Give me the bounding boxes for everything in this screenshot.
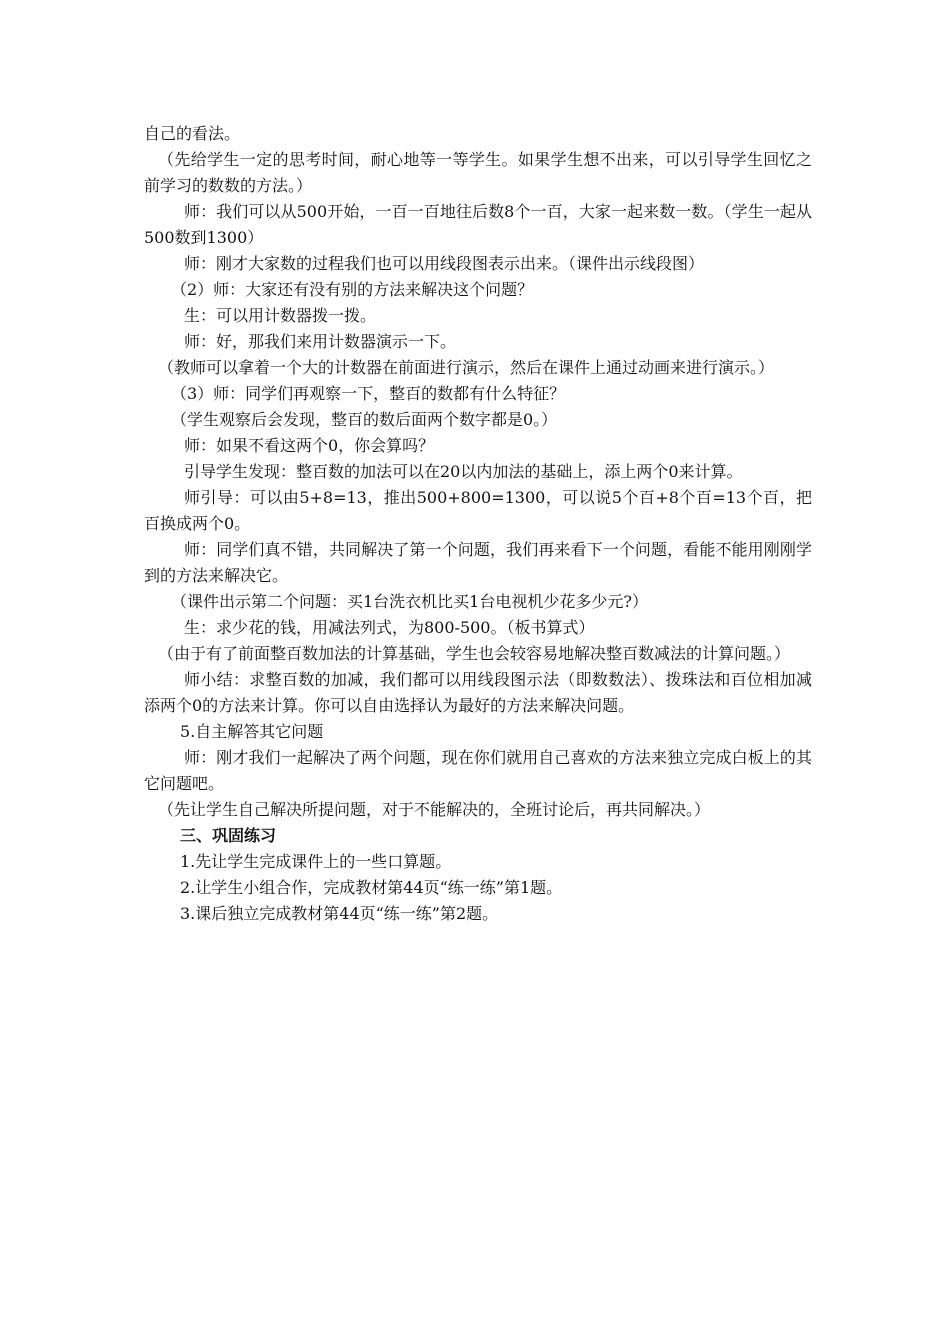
paragraph-student-subtraction: 生：求少花的钱，用减法列式，为800-500。（板书算式） — [184, 618, 595, 637]
paragraph-note-second-question: （课件出示第二个问题：买1台洗衣机比买1台电视机少花多少元?） — [171, 592, 648, 611]
paragraph-student-abacus: 生：可以用计数器拨一拨。 — [184, 306, 377, 325]
paragraph-note-observe: （学生观察后会发现，整百的数后面两个数字都是0。） — [171, 410, 558, 429]
paragraph-item-5: 5.自主解答其它问题 — [180, 722, 324, 741]
paragraph-teacher-count: 师：我们可以从500开始，一百一百地往后数8个一百，大家一起来数一数。（学生一起从500数到1300） — [144, 202, 812, 247]
practice-item-2: 2.让学生小组合作，完成教材第44页“练一练”第1题。 — [180, 878, 563, 897]
paragraph-note-subtraction: （由于有了前面整百数加法的计算基础，学生也会较容易地解决整百数减法的计算问题。） — [158, 644, 791, 663]
paragraph-continuation: 自己的看法。 — [144, 124, 241, 143]
practice-item-3: 3.课后独立完成教材第44页“练一练”第2题。 — [180, 904, 499, 923]
paragraph-question-2: （2）师：大家还有没有别的方法来解决这个问题？ — [171, 280, 534, 299]
paragraph-teacher-whiteboard: 师：刚才我们一起解决了两个问题，现在你们就用自己喜欢的方法来独立完成白板上的其它问题吧。 — [144, 748, 812, 793]
paragraph-note-solve: （先让学生自己解决所提问题，对于不能解决的，全班讨论后，再共同解决。） — [158, 800, 711, 819]
paragraph-teacher-next-question: 师：同学们真不错，共同解决了第一个问题，我们再来看下一个问题，看能不能用刚刚学到的方法来解决它。 — [144, 540, 812, 585]
document-page — [144, 121, 812, 927]
paragraph-note-thinking-time: （先给学生一定的思考时间，耐心地等一等学生。如果学生想不出来，可以引导学生回忆之前学习的数数的方法。） — [144, 150, 812, 195]
paragraph-teacher-guide: 师引导：可以由5+8=13，推出500+800=1300，可以说5个百+8个百=13个百，把百换成两个0。 — [144, 488, 812, 533]
practice-item-1: 1.先让学生完成课件上的一些口算题。 — [180, 852, 452, 871]
paragraph-teacher-without-zeros: 师：如果不看这两个0，你会算吗？ — [184, 436, 435, 455]
paragraph-teacher-summary: 师小结：求整百数的加减，我们都可以用线段图示法（即数数法）、拨珠法和百位相加减添两个0的方法来计算。你可以自由选择认为最好的方法来解决问题。 — [144, 670, 812, 715]
paragraph-note-demo: （教师可以拿着一个大的计数器在前面进行演示，然后在课件上通过动画来进行演示。） — [158, 358, 775, 377]
paragraph-guide-discover: 引导学生发现：整百数的加法可以在20以内加法的基础上，添上两个0来计算。 — [184, 462, 743, 481]
paragraph-teacher-line-diagram: 师：刚才大家数的过程我们也可以用线段图表示出来。（课件出示线段图） — [184, 254, 705, 273]
paragraph-question-3: （3）师：同学们再观察一下，整百的数都有什么特征？ — [171, 384, 566, 403]
paragraph-teacher-demo: 师：好，那我们来用计数器演示一下。 — [184, 332, 457, 351]
section-heading-practice: 三、巩固练习 — [180, 826, 277, 845]
